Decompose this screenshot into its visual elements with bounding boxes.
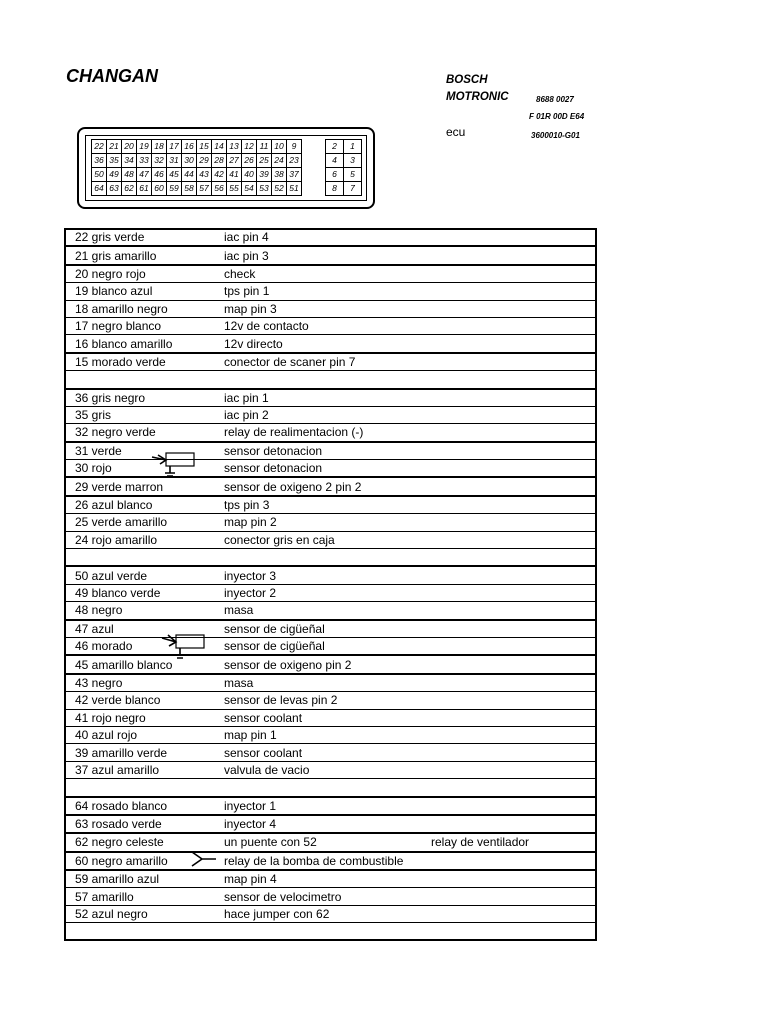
function-cell	[224, 726, 597, 743]
connector-pin: 59	[167, 182, 182, 196]
function-cell	[224, 406, 597, 423]
connector-pin-grid-main	[91, 139, 302, 196]
connector-pin: 14	[212, 140, 227, 154]
wire-cell: 29 verde marron	[64, 477, 224, 495]
connector-pin: 38	[272, 168, 287, 182]
function-text: conector de scaner pin 7	[224, 354, 356, 369]
table-row	[64, 815, 597, 833]
function-cell	[224, 637, 597, 655]
function-cell	[224, 852, 597, 870]
table-row	[64, 905, 597, 922]
table-row	[64, 460, 597, 478]
function-cell	[224, 655, 597, 673]
function-text: relay de realimentacion (-)	[224, 425, 364, 440]
connector-pin: 31	[167, 154, 182, 168]
connector-pin: 37	[287, 168, 302, 182]
wire-cell: 39 amarillo verde	[64, 744, 224, 761]
function-text: sensor de velocimetro	[224, 889, 342, 904]
table-row	[64, 496, 597, 514]
ecu-label: ecu	[446, 125, 466, 139]
connector-pin: 35	[107, 154, 122, 168]
wire-cell: 24 rojo amarillo	[64, 531, 224, 548]
connector-pin: 16	[182, 140, 197, 154]
table-row	[64, 888, 597, 905]
function-text: valvula de vacio	[224, 762, 310, 777]
table-row	[64, 442, 597, 460]
connector-pin: 2	[326, 140, 344, 154]
function-text: sensor de oxigeno 2 pin 2	[224, 479, 362, 494]
part-code-1: 8688 0027	[536, 95, 574, 104]
connector-pin: 42	[212, 168, 227, 182]
wire-cell: 45 amarillo blanco	[64, 655, 224, 673]
connector-pin: 28	[212, 154, 227, 168]
ecu-connector-diagram	[77, 127, 375, 209]
wire-cell: 37 azul amarillo	[64, 761, 224, 778]
function-cell	[224, 424, 597, 442]
function-text: iac pin 2	[224, 408, 269, 423]
function-text: inyector 2	[224, 586, 277, 600]
connector-pin: 10	[272, 140, 287, 154]
part-code-3: 3600010-G01	[531, 131, 580, 140]
table-row	[64, 531, 597, 548]
wire-cell: 40 azul rojo	[64, 726, 224, 743]
connector-pin: 53	[257, 182, 272, 196]
function-cell	[224, 888, 597, 905]
connector-pin: 27	[227, 154, 242, 168]
wire-cell: 16 blanco amarillo	[64, 335, 224, 353]
wire-cell: 63 rosado verde	[64, 815, 224, 833]
function-text: masa	[224, 675, 254, 690]
connector-pin: 26	[242, 154, 257, 168]
connector-pin: 15	[197, 140, 212, 154]
wire-cell: 25 verde amarillo	[64, 514, 224, 531]
connector-pin: 34	[122, 154, 137, 168]
connector-pin: 8	[326, 182, 344, 196]
wire-cell: 19 blanco azul	[64, 283, 224, 300]
function-text: sensor de levas pin 2	[224, 693, 338, 708]
wire-cell: 60 negro amarillo	[64, 852, 224, 870]
function-cell	[224, 442, 597, 460]
connector-pin: 4	[326, 154, 344, 168]
function-cell	[224, 870, 597, 888]
table-row	[64, 761, 597, 778]
connector-pin: 7	[344, 182, 362, 196]
connector-pin: 17	[167, 140, 182, 154]
table-row	[64, 317, 597, 334]
function-cell	[224, 496, 597, 514]
table-row	[64, 229, 597, 246]
wire-cell: 48 negro	[64, 602, 224, 620]
connector-pin: 41	[227, 168, 242, 182]
connector-pin: 29	[197, 154, 212, 168]
wire-cell	[64, 779, 224, 797]
table-row	[64, 389, 597, 407]
connector-pin: 46	[152, 168, 167, 182]
table-row	[64, 584, 597, 601]
function-text: un puente con 52	[224, 835, 317, 850]
function-cell	[224, 833, 597, 851]
table-row	[64, 870, 597, 888]
connector-pin: 58	[182, 182, 197, 196]
connector-pin: 20	[122, 140, 137, 154]
table-row	[64, 852, 597, 870]
function-text: tps pin 3	[224, 498, 270, 513]
table-row	[64, 566, 597, 584]
table-row	[64, 424, 597, 442]
function-text: map pin 1	[224, 728, 277, 743]
table-spacer-row	[64, 549, 597, 567]
connector-pin: 55	[227, 182, 242, 196]
connector-pin: 62	[122, 182, 137, 196]
function-text: masa	[224, 603, 254, 618]
wire-cell: 43 negro	[64, 674, 224, 692]
function-cell	[224, 283, 597, 300]
connector-pin: 3	[344, 154, 362, 168]
table-row	[64, 833, 597, 851]
function-cell	[224, 602, 597, 620]
function-cell	[224, 514, 597, 531]
function-cell	[224, 300, 597, 317]
wire-cell: 42 verde blanco	[64, 692, 224, 709]
wire-cell: 22 gris verde	[64, 229, 224, 246]
function-text: inyector 4	[224, 817, 277, 832]
connector-pin: 21	[107, 140, 122, 154]
function-text: 12v directo	[224, 336, 283, 351]
connector-pin: 51	[287, 182, 302, 196]
connector-pin: 39	[257, 168, 272, 182]
function-text: relay de la bomba de combustible	[224, 853, 404, 868]
table-row	[64, 709, 597, 726]
function-cell	[224, 549, 597, 567]
pinout-table	[64, 229, 597, 923]
wire-cell: 59 amarillo azul	[64, 870, 224, 888]
wire-cell	[64, 549, 224, 567]
connector-pin: 54	[242, 182, 257, 196]
function-cell	[224, 335, 597, 353]
function-note: relay de ventilador	[431, 835, 530, 850]
wire-cell: 35 gris	[64, 406, 224, 423]
function-cell	[224, 246, 597, 264]
wire-cell: 47 azul	[64, 620, 224, 638]
connector-pin: 12	[242, 140, 257, 154]
function-text: sensor de oxigeno pin 2	[224, 657, 352, 672]
function-cell	[224, 460, 597, 478]
connector-pin: 6	[326, 168, 344, 182]
wire-cell: 49 blanco verde	[64, 584, 224, 601]
function-text: conector gris en caja	[224, 532, 335, 547]
connector-pin: 1	[344, 140, 362, 154]
function-cell	[224, 815, 597, 833]
function-cell	[224, 761, 597, 778]
table-row	[64, 602, 597, 620]
table-row	[64, 620, 597, 638]
table-row	[64, 335, 597, 353]
connector-pin: 33	[137, 154, 152, 168]
function-text: sensor coolant	[224, 710, 303, 725]
connector-pin: 24	[272, 154, 287, 168]
function-text: check	[224, 266, 256, 281]
wire-cell: 62 negro celeste	[64, 833, 224, 851]
connector-pin: 43	[197, 168, 212, 182]
connector-pin: 48	[122, 168, 137, 182]
connector-pin: 19	[137, 140, 152, 154]
connector-pin: 45	[167, 168, 182, 182]
wire-cell: 15 morado verde	[64, 353, 224, 371]
function-cell	[224, 477, 597, 495]
table-row	[64, 300, 597, 317]
connector-pin: 47	[137, 168, 152, 182]
table-spacer-row	[64, 779, 597, 797]
wire-cell: 30 rojo	[64, 460, 224, 478]
table-row	[64, 726, 597, 743]
table-row	[64, 283, 597, 300]
function-text: sensor coolant	[224, 745, 303, 760]
connector-pin: 36	[92, 154, 107, 168]
connector-pin: 63	[107, 182, 122, 196]
function-text: sensor de cigüeñal	[224, 639, 325, 654]
wire-cell: 46 morado	[64, 637, 224, 655]
function-text: inyector 1	[224, 798, 277, 813]
table-row	[64, 265, 597, 283]
connector-pin: 32	[152, 154, 167, 168]
connector-pin: 5	[344, 168, 362, 182]
connector-pin: 50	[92, 168, 107, 182]
table-row	[64, 655, 597, 673]
wire-cell: 41 rojo negro	[64, 709, 224, 726]
function-cell	[224, 620, 597, 638]
function-text: map pin 2	[224, 515, 277, 530]
function-cell	[224, 317, 597, 334]
wire-cell: 32 negro verde	[64, 424, 224, 442]
function-cell	[224, 353, 597, 371]
connector-pin: 40	[242, 168, 257, 182]
function-text: 12v de contacto	[224, 319, 309, 334]
function-cell	[224, 905, 597, 922]
function-text: sensor de cigüeñal	[224, 621, 325, 636]
wire-cell	[64, 371, 224, 389]
table-row	[64, 246, 597, 264]
connector-pin: 61	[137, 182, 152, 196]
wire-cell: 36 gris negro	[64, 389, 224, 407]
connector-pin: 56	[212, 182, 227, 196]
connector-pin: 11	[257, 140, 272, 154]
function-cell	[224, 389, 597, 407]
connector-pin: 60	[152, 182, 167, 196]
table-row	[64, 637, 597, 655]
connector-pin-grid-small	[325, 139, 362, 196]
function-text: inyector 3	[224, 568, 277, 583]
table-row	[64, 406, 597, 423]
function-text: iac pin 1	[224, 390, 269, 405]
function-cell	[224, 371, 597, 389]
function-text: map pin 4	[224, 872, 277, 887]
connector-pin: 9	[287, 140, 302, 154]
part-code-2: F 01R 00D E64	[529, 112, 585, 121]
function-cell	[224, 229, 597, 246]
connector-pin: 64	[92, 182, 107, 196]
function-text: sensor detonacion	[224, 461, 323, 476]
function-cell	[224, 779, 597, 797]
table-spacer-row	[64, 371, 597, 389]
table-row	[64, 514, 597, 531]
function-cell	[224, 674, 597, 692]
page-title: CHANGAN	[66, 66, 158, 86]
wire-cell: 26 azul blanco	[64, 496, 224, 514]
wire-cell: 31 verde	[64, 442, 224, 460]
wire-cell: 21 gris amarillo	[64, 246, 224, 264]
function-text: hace jumper con 62	[224, 907, 330, 922]
function-cell	[224, 797, 597, 815]
function-cell	[224, 584, 597, 601]
function-text: map pin 3	[224, 301, 277, 316]
connector-pin: 25	[257, 154, 272, 168]
connector-pin: 30	[182, 154, 197, 168]
connector-pin: 23	[287, 154, 302, 168]
wire-cell: 64 rosado blanco	[64, 797, 224, 815]
wire-cell: 17 negro blanco	[64, 317, 224, 334]
wire-cell: 18 amarillo negro	[64, 300, 224, 317]
table-row	[64, 744, 597, 761]
function-cell	[224, 566, 597, 584]
wire-cell: 52 azul negro	[64, 905, 224, 922]
function-cell	[224, 744, 597, 761]
table-row	[64, 353, 597, 371]
brand-bosch: BOSCH	[446, 74, 488, 86]
function-text: tps pin 1	[224, 284, 270, 299]
connector-pin: 44	[182, 168, 197, 182]
function-text: sensor detonacion	[224, 443, 323, 458]
connector-pin: 57	[197, 182, 212, 196]
table-row	[64, 797, 597, 815]
connector-pin: 22	[92, 140, 107, 154]
table-row	[64, 477, 597, 495]
function-text: iac pin 4	[224, 230, 269, 245]
table-row	[64, 692, 597, 709]
function-text: iac pin 3	[224, 248, 269, 263]
connector-pin: 52	[272, 182, 287, 196]
connector-pin: 18	[152, 140, 167, 154]
function-cell	[224, 265, 597, 283]
function-cell	[224, 692, 597, 709]
wire-cell: 20 negro rojo	[64, 265, 224, 283]
connector-pin: 13	[227, 140, 242, 154]
brand-motronic: MOTRONIC	[446, 91, 509, 103]
function-cell	[224, 531, 597, 548]
table-row	[64, 674, 597, 692]
wire-cell: 57 amarillo	[64, 888, 224, 905]
function-cell	[224, 709, 597, 726]
wire-cell: 50 azul verde	[64, 566, 224, 584]
connector-pin: 49	[107, 168, 122, 182]
